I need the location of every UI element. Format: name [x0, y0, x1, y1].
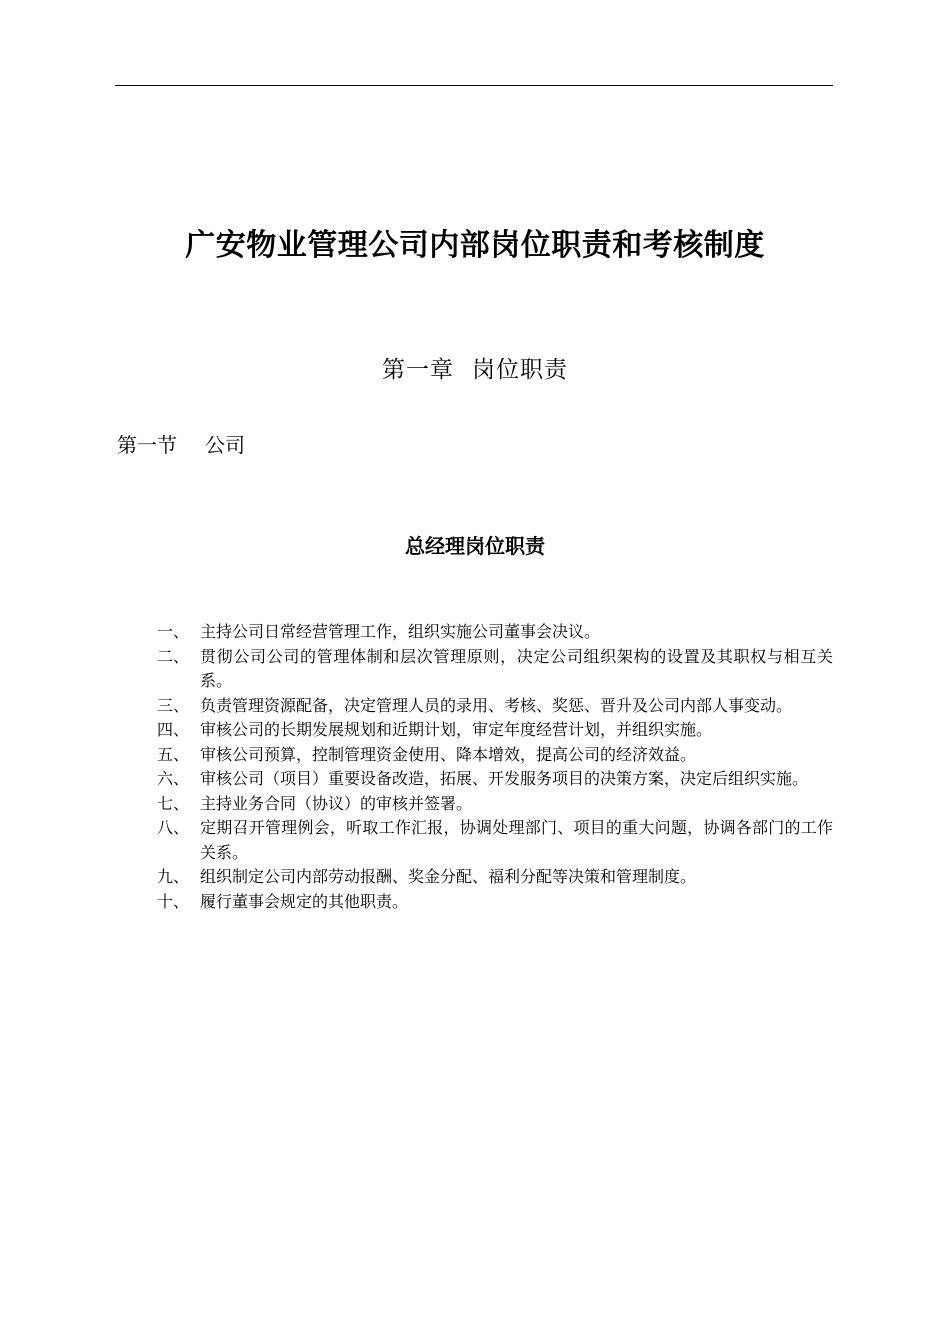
section-heading [117, 431, 245, 459]
list-item [157, 767, 833, 792]
item-text: 审核公司预算，控制管理资金使用、降本增效，提高公司的经济效益。 [200, 744, 697, 764]
item-number: 五、 [157, 744, 190, 764]
item-number: 九、 [157, 867, 190, 886]
item-number: 六、 [157, 769, 190, 788]
subsection-title: 总经理岗位职责 [405, 534, 545, 558]
list-item [157, 865, 833, 890]
item-text: 组织制定公司内部劳动报酬、奖金分配、福利分配等决策和管理制度。 [200, 867, 697, 886]
item-number: 十、 [157, 891, 190, 911]
chapter-heading [0, 354, 950, 386]
item-number: 八、 [157, 818, 190, 837]
list-item [157, 743, 833, 768]
item-text: 贯彻公司公司的管理体制和层次管理原则，决定公司组织架构的设置及其职权与相互关系。 [200, 646, 833, 690]
item-number: 三、 [157, 695, 190, 715]
section-title: 公司 [205, 433, 245, 457]
item-text: 履行董事会规定的其他职责。 [200, 891, 409, 911]
item-text: 审核公司的长期发展规划和近期计划，审定年度经营计划，并组织实施。 [200, 720, 713, 739]
duty-list [157, 620, 833, 914]
chapter-label: 第一章 [382, 357, 454, 383]
item-text: 主持公司日常经营管理工作，组织实施公司董事会决议。 [200, 622, 601, 641]
list-item [157, 718, 833, 743]
list-item [157, 792, 833, 817]
item-number: 七、 [157, 793, 190, 813]
list-item [157, 816, 833, 865]
item-number: 四、 [157, 720, 190, 739]
list-item [157, 645, 833, 694]
item-number: 二、 [157, 646, 190, 666]
document-title: 广安物业管理公司内部岗位职责和考核制度 [185, 228, 765, 263]
header-rule [115, 85, 833, 86]
section-label: 第一节 [117, 433, 177, 457]
list-item [157, 694, 833, 719]
chapter-title: 岗位职责 [472, 357, 568, 383]
list-item [157, 620, 833, 645]
item-text: 审核公司（项目）重要设备改造，拓展、开发服务项目的决策方案，决定后组织实施。 [200, 769, 809, 788]
item-text: 主持业务合同（协议）的审核并签署。 [200, 793, 473, 813]
list-item [157, 890, 833, 915]
item-text: 负责管理资源配备，决定管理人员的录用、考核、奖惩、晋升及公司内部人事变动。 [200, 695, 793, 715]
item-text: 定期召开管理例会，听取工作汇报，协调处理部门、项目的重大问题，协调各部门的工作关系。 [200, 818, 833, 862]
item-number: 一、 [157, 622, 190, 641]
